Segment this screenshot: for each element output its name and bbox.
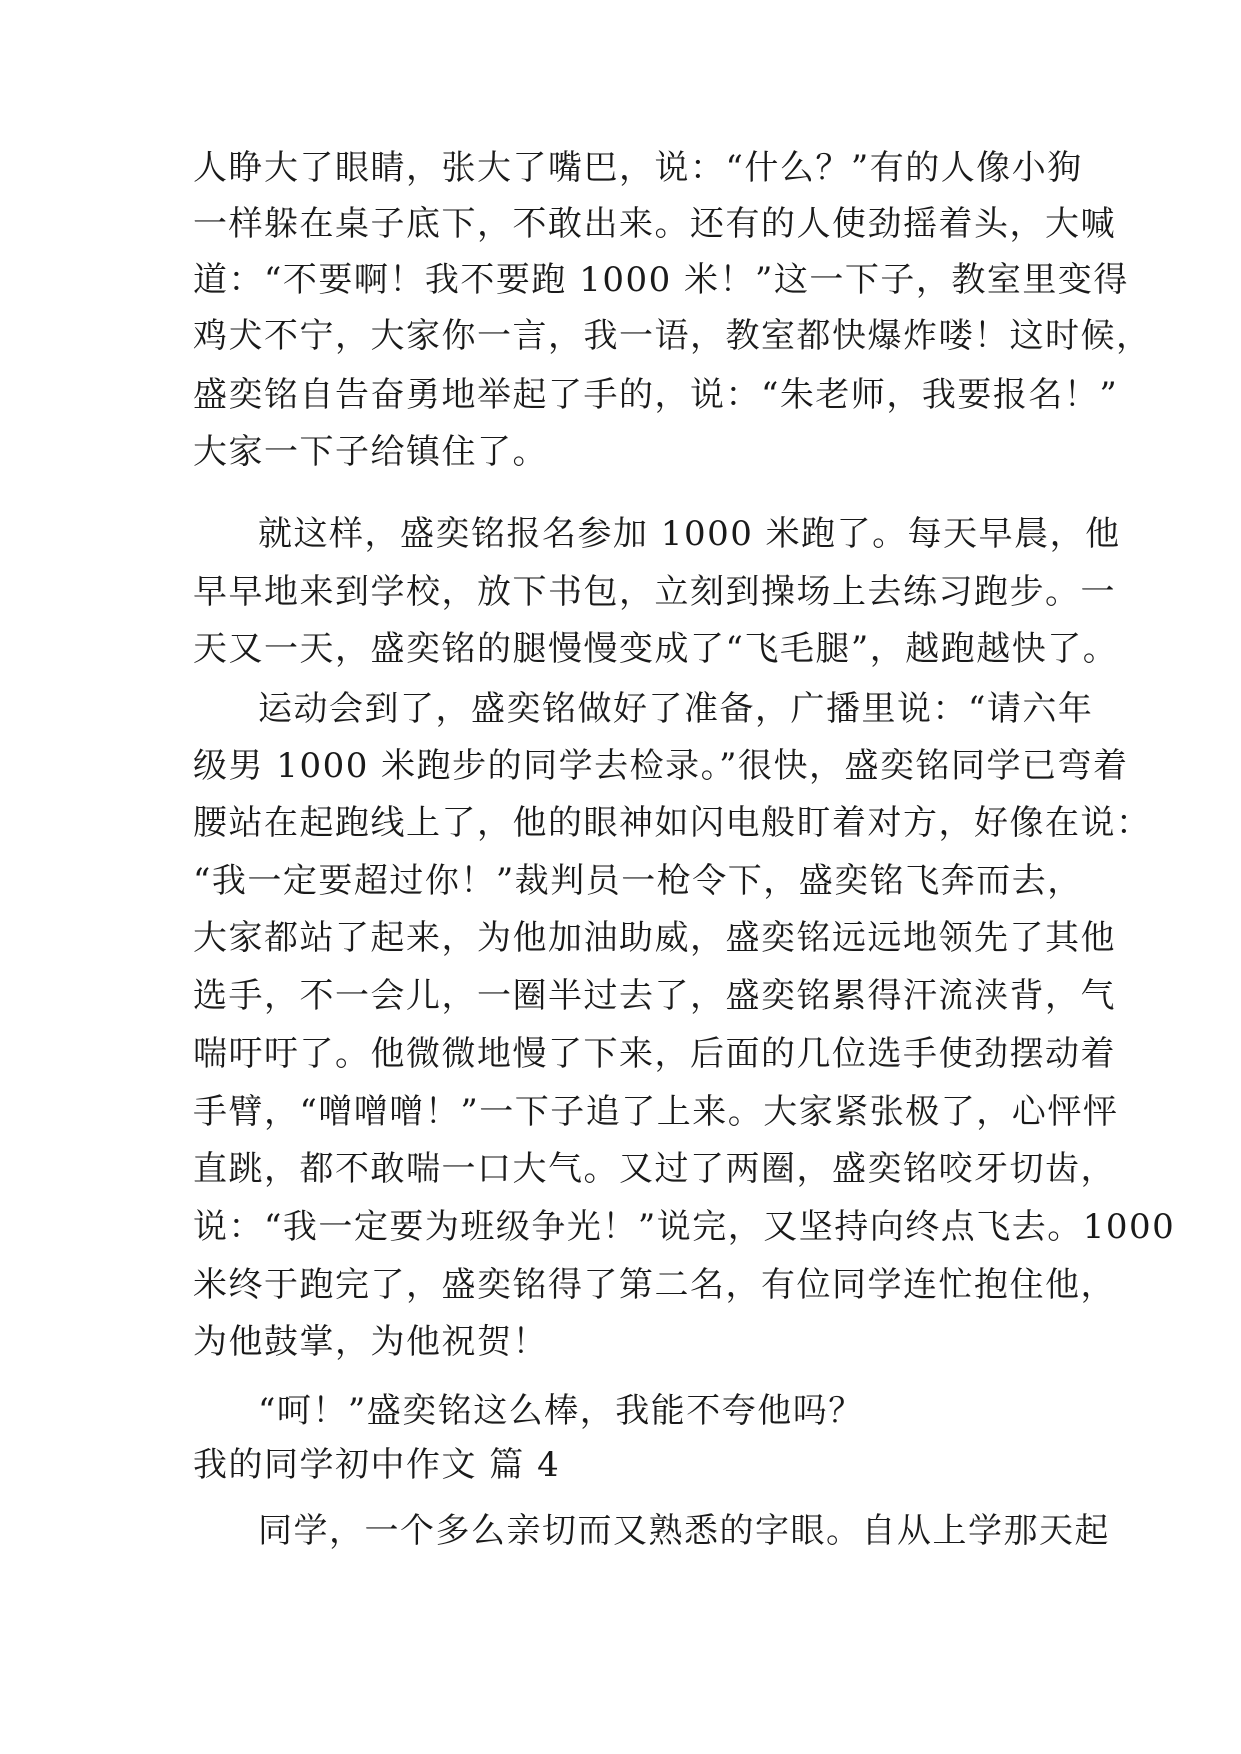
text-line: 天又一天，盛奕铭的腿慢慢变成了“飞毛腿”，越跑越快了。 — [193, 629, 1119, 669]
text-line: 米终于跑完了，盛奕铭得了第二名，有位同学连忙抱住他， — [193, 1265, 1116, 1305]
text-line: 鸡犬不宁，大家你一言，我一语，教室都快爆炸喽！这时候， — [193, 316, 1152, 356]
text-line: 腰站在起跑线上了，他的眼神如闪电般盯着对方，好像在说： — [193, 803, 1152, 843]
text-line: 手臂，“噌噌噌！”一下子追了上来。大家紧张极了，心怦怦 — [193, 1092, 1119, 1132]
text-line: 大家都站了起来，为他加油助威，盛奕铭远远地领先了其他 — [193, 918, 1116, 958]
text-line: 就这样，盛奕铭报名参加 1000 米跑了。每天早晨，他 — [258, 514, 1121, 554]
section-heading: 我的同学初中作文 篇 4 — [193, 1445, 561, 1485]
text-line: 直跳，都不敢喘一口大气。又过了两圈，盛奕铭咬牙切齿， — [193, 1149, 1116, 1189]
text-line: 运动会到了，盛奕铭做好了准备，广播里说：“请六年 — [258, 689, 1094, 729]
text-line: 道：“不要啊！我不要跑 1000 米！”这一下子，教室里变得 — [193, 260, 1129, 300]
text-line: 一样躲在桌子底下，不敢出来。还有的人使劲摇着头，大喊 — [193, 204, 1116, 244]
text-line: 级男 1000 米跑步的同学去检录。”很快，盛奕铭同学已弯着 — [193, 746, 1129, 786]
text-line: 早早地来到学校，放下书包，立刻到操场上去练习跑步。一 — [193, 572, 1116, 612]
text-line: 选手，不一会儿，一圈半过去了，盛奕铭累得汗流浃背，气 — [193, 976, 1116, 1016]
text-line: “我一定要超过你！”裁判员一枪令下，盛奕铭飞奔而去， — [193, 861, 1083, 901]
text-line: 同学，一个多么亲切而又熟悉的字眼。自从上学那天起 — [258, 1511, 1110, 1551]
text-line: 为他鼓掌，为他祝贺！ — [193, 1322, 548, 1362]
text-line: 喘吁吁了。他微微地慢了下来，后面的几位选手使劲摆动着 — [193, 1034, 1116, 1074]
text-line: 说：“我一定要为班级争光！”说完，又坚持向终点飞去。1000 — [193, 1207, 1176, 1247]
text-line: 人睁大了眼睛，张大了嘴巴，说：“什么？”有的人像小狗 — [193, 148, 1083, 188]
text-line: 大家一下子给镇住了。 — [193, 432, 548, 472]
text-line: “呵！”盛奕铭这么棒，我能不夸他吗？ — [258, 1391, 864, 1431]
text-line: 盛奕铭自告奋勇地举起了手的，说：“朱老师，我要报名！” — [193, 375, 1119, 415]
